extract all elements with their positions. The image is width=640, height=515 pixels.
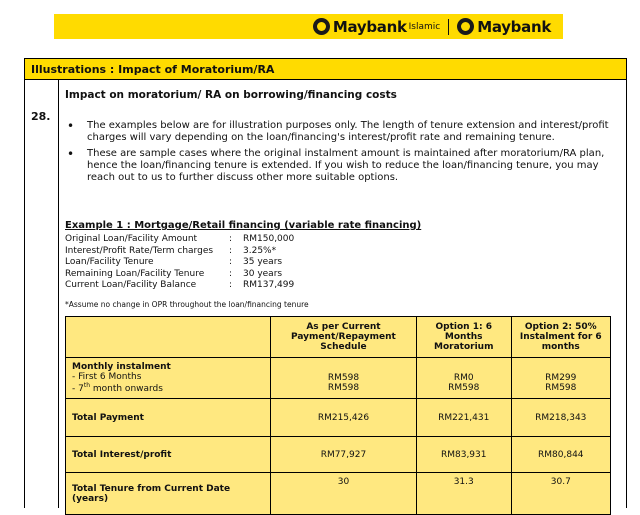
fact-label: Original Loan/Facility Amount — [65, 234, 198, 244]
fact-separator: : — [229, 280, 233, 290]
fact-separator: : — [229, 234, 233, 244]
example-facts — [65, 234, 294, 292]
fact-label: Remaining Loan/Facility Tenure — [65, 268, 205, 279]
table-cell: 30.7 — [511, 473, 610, 515]
bullet-item: • The examples below are for illustration purposes only. The length of tenure extension and interest/profit charges will vary depending on the loan/financing's interest/profit rate and remaining tenure. — [65, 120, 617, 144]
table-cell — [416, 358, 511, 399]
document-frame — [24, 58, 627, 508]
fact-separator: : — [229, 245, 233, 256]
cell-value: RM0 — [453, 373, 474, 383]
item-number: 28. — [31, 110, 51, 123]
assumption-note: *Assume no change in OPR throughout the loan/financing tenure — [65, 300, 309, 309]
item-title: Impact on moratorium/ RA on borrowing/financing costs — [65, 89, 397, 101]
header-cell: Option 2: 50% Instalment for 6 months — [511, 317, 610, 358]
comparison-table — [65, 316, 611, 515]
logo-divider — [448, 19, 449, 35]
cell-value: RM598 — [545, 383, 577, 393]
row-label: Total Interest/profit — [66, 437, 271, 473]
brand-banner — [54, 14, 563, 39]
table-cell: RM83,931 — [416, 437, 511, 473]
cell-value: RM299 — [545, 373, 577, 383]
header-cell: Option 1: 6 Months Moratorium — [416, 317, 511, 358]
table-cell: 31.3 — [416, 473, 511, 515]
row-label: Total Tenure from Current Date (years) — [66, 473, 271, 515]
table-cell: RM218,343 — [511, 399, 610, 437]
section-header: Illustrations : Impact of Moratorium/RA — [25, 59, 626, 80]
fact-value: 3.25%* — [243, 245, 277, 256]
bullet-item: • These are sample cases where the original instalment amount is maintained after moratorium/RA plan, hence the loan/financing tenure is extended. If you wish to reduce the loan/financing tenure, you may reach out to us to further discuss other more suitable options. — [65, 148, 617, 184]
logo-brand-suffix: Islamic — [408, 21, 441, 32]
table-row — [66, 358, 611, 399]
fact-value: 30 years — [243, 268, 283, 279]
monthly-label: Monthly instalment — [72, 362, 171, 372]
example-title: Example 1 : Mortgage/Retail financing (variable rate financing) — [65, 220, 422, 231]
maybank-logo — [457, 18, 551, 36]
fact-value: RM137,499 — [243, 280, 295, 290]
maybank-islamic-logo — [313, 18, 440, 36]
cell-value: RM598 — [327, 373, 360, 383]
cell-value: RM598 — [448, 383, 480, 393]
table-row — [66, 473, 611, 515]
logo-brand-name: Maybank — [477, 17, 551, 36]
row-label — [66, 358, 271, 399]
fact-separator: : — [229, 268, 233, 279]
table-cell: 30 — [271, 473, 417, 515]
fact-separator: : — [229, 257, 233, 267]
sub-label-prefix: - 7 — [72, 384, 84, 394]
fact-row — [65, 257, 294, 269]
fact-label: Current Loan/Facility Balance — [65, 280, 197, 290]
table-cell: RM215,426 — [271, 399, 417, 437]
fact-label: Interest/Profit Rate/Term charges — [65, 245, 214, 256]
table-row — [66, 437, 611, 473]
table-cell: RM221,431 — [416, 399, 511, 437]
sub-label-ordinal: th — [83, 382, 90, 389]
tiger-head-icon — [457, 18, 474, 35]
fact-row — [65, 280, 294, 292]
bullet-list — [65, 120, 617, 188]
monthly-sub-label — [72, 382, 264, 394]
monthly-sub-label: - First 6 Months — [72, 372, 142, 382]
tiger-head-icon — [313, 18, 330, 35]
table-cell — [511, 358, 610, 399]
fact-label: Loan/Facility Tenure — [65, 257, 154, 267]
fact-row — [65, 234, 294, 246]
row-label: Total Payment — [66, 399, 271, 437]
table-header-row — [66, 317, 611, 358]
fact-row — [65, 246, 294, 258]
cell-value: RM598 — [327, 383, 360, 393]
fact-value: 35 years — [243, 257, 283, 267]
table-cell — [271, 358, 417, 399]
header-cell: As per Current Payment/Repayment Schedule — [271, 317, 417, 358]
table-cell: RM80,844 — [511, 437, 610, 473]
fact-row — [65, 269, 294, 281]
logo-brand-name: Maybank — [332, 17, 407, 36]
fact-value: RM150,000 — [243, 234, 295, 244]
table-row — [66, 399, 611, 437]
table-cell: RM77,927 — [271, 437, 417, 473]
header-cell — [66, 317, 271, 358]
number-column — [25, 80, 59, 508]
sub-label-suffix: month onwards — [90, 384, 163, 394]
